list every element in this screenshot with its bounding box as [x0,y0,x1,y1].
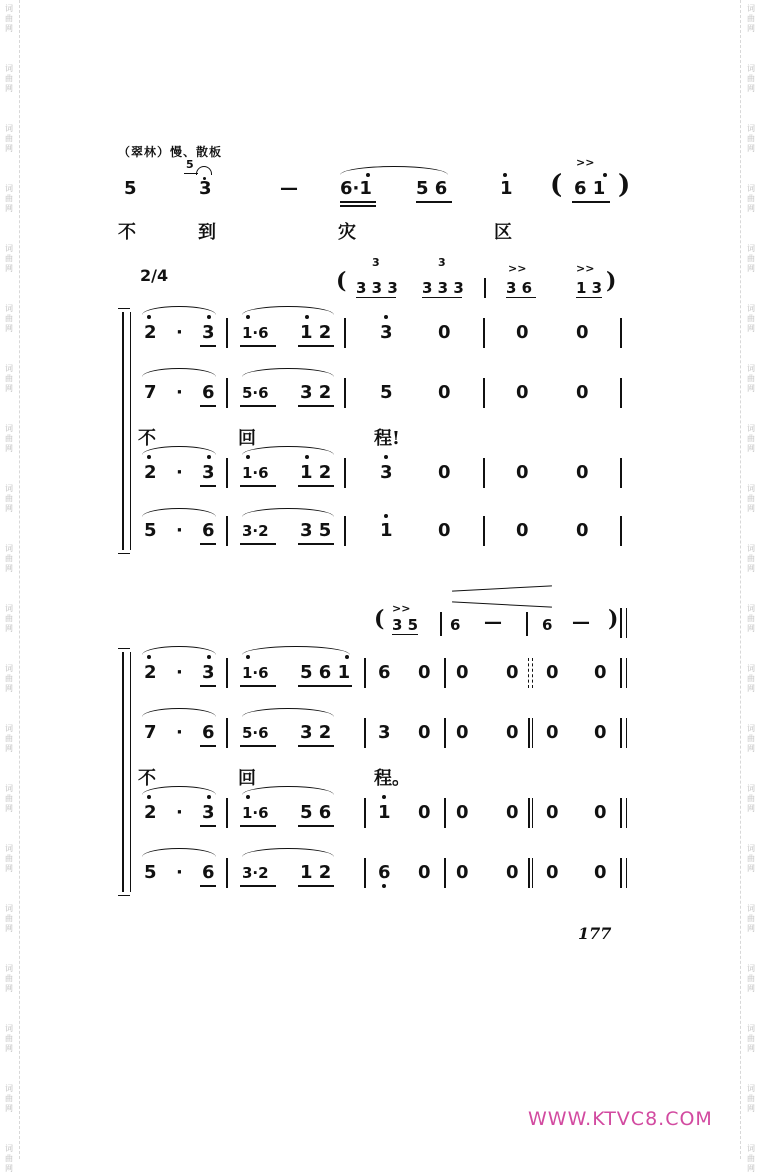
lyric: 区 [494,222,512,243]
accent-icon: >> [576,156,595,169]
watermark-text: 词 曲 网 [5,1024,13,1053]
watermark-text: 词 曲 网 [5,184,13,213]
time-signature: 2/4 [140,266,169,285]
intro-note: 6 1 [574,178,606,199]
watermark-text: 词 曲 网 [747,1144,755,1173]
lyric: 不 [118,222,136,243]
intro-dash: — [280,178,298,199]
left-watermark-strip [2,0,16,1173]
lyric: 回 [238,768,256,789]
lyric: 不 [138,768,156,789]
lyric: 到 [198,222,216,243]
watermark-text: 词 曲 网 [747,844,755,873]
fermata-icon [196,166,212,175]
watermark-text: 词 曲 网 [5,604,13,633]
watermark-text: 词 曲 网 [747,424,755,453]
prelude-note: 3 5 [392,616,419,634]
watermark-text: 词 曲 网 [5,1084,13,1113]
watermark-text: 词 曲 网 [747,1084,755,1113]
watermark-text: 词 曲 网 [5,844,13,873]
watermark-text: 词 曲 网 [5,124,13,153]
watermark-text: 词 曲 网 [5,664,13,693]
watermark-text: 词 曲 网 [747,124,755,153]
prelude-note: 3 3 3 [422,279,464,297]
prelude-note: 1 3 [576,279,603,297]
watermark-text: 词 曲 网 [5,4,13,33]
watermark-text: 词 曲 网 [747,304,755,333]
watermark-text: 词 曲 网 [5,964,13,993]
page-number: 177 [578,924,612,943]
triplet-mark: 3 [372,256,380,269]
intro-note: 5 6 [416,178,448,199]
intro-note: 6·1 [340,178,372,199]
intro-note: 1 [500,178,513,199]
watermark-text: 词 曲 网 [747,4,755,33]
accent-icon: >> [576,262,595,275]
intro-note: 3 [199,178,212,199]
accent-icon: >> [508,262,527,275]
watermark-text: 词 曲 网 [747,784,755,813]
prelude-note: 3 6 [506,279,533,297]
accent-icon: >> [392,602,411,615]
lyric: 不 [138,428,156,449]
watermark-text: 词 曲 网 [747,904,755,933]
watermark-text: 词 曲 网 [5,724,13,753]
prelude-dash: — [572,612,590,633]
prelude-note: 3 3 3 [356,279,398,297]
watermark-text: 词 曲 网 [747,964,755,993]
watermark-text: 词 曲 网 [5,1144,13,1173]
watermark-text: 词 曲 网 [747,244,755,273]
site-watermark-logo: WWW.KTVC8.COM [528,1108,713,1130]
watermark-text: 词 曲 网 [5,904,13,933]
watermark-text: 词 曲 网 [747,184,755,213]
watermark-text: 词 曲 网 [747,724,755,753]
lyric: 程! [374,428,400,449]
grace-note: 5 [186,158,194,171]
watermark-text: 词 曲 网 [5,784,13,813]
watermark-text: 词 曲 网 [747,664,755,693]
watermark-text: 词 曲 网 [747,544,755,573]
prelude-note: 6 [542,616,553,634]
triplet-mark: 3 [438,256,446,269]
lyric: 程。 [374,768,410,789]
watermark-text: 词 曲 网 [5,364,13,393]
watermark-text: 词 曲 网 [747,604,755,633]
watermark-text: 词 曲 网 [747,64,755,93]
watermark-text: 词 曲 网 [5,484,13,513]
watermark-text: 词 曲 网 [747,1024,755,1053]
watermark-text: 词 曲 网 [5,424,13,453]
watermark-text: 词 曲 网 [5,304,13,333]
watermark-text: 词 曲 网 [747,364,755,393]
watermark-text: 词 曲 网 [5,244,13,273]
tempo-marking: （翠林）慢、散板 [118,145,223,159]
prelude-dash: — [484,612,502,633]
watermark-text: 词 曲 网 [747,484,755,513]
watermark-text: 词 曲 网 [5,64,13,93]
watermark-text: 词 曲 网 [5,544,13,573]
intro-note: 5 [124,178,137,199]
prelude-note: 6 [450,616,461,634]
lyric: 灾 [338,222,356,243]
right-watermark-strip [744,0,758,1173]
lyric: 回 [238,428,256,449]
